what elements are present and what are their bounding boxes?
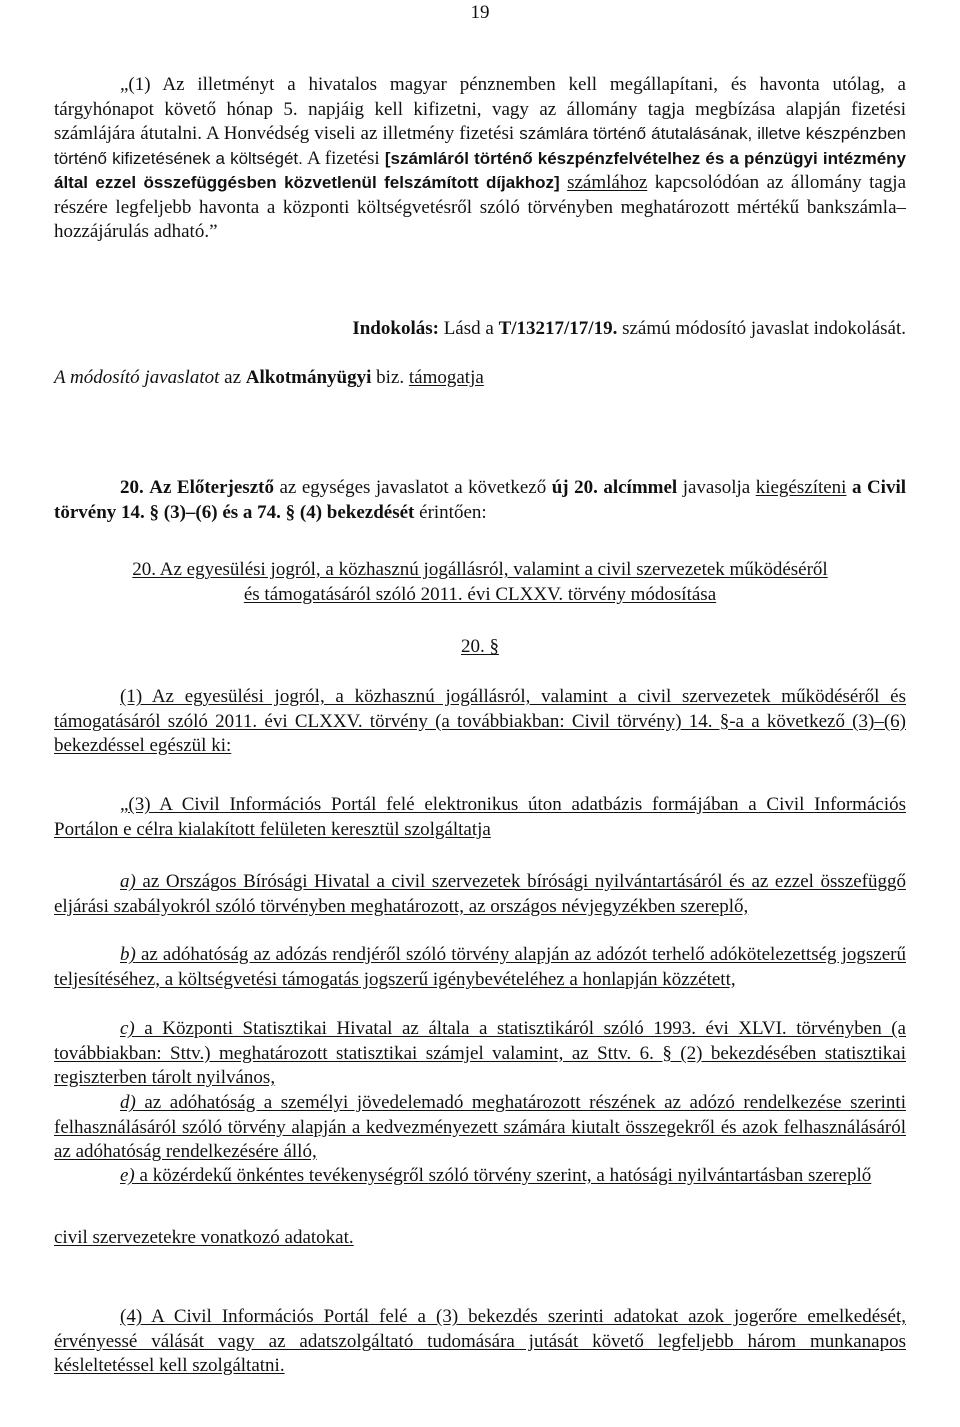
- quote-text-b: számlára történő átutalásának, illetve készpénzben történő kifizetésének a költségét.: [54, 124, 906, 168]
- proposer: Az Előterjesztő: [149, 477, 274, 498]
- indokolas-label: Indokolás:: [352, 318, 439, 339]
- item-20-paragraph: 20. Az Előterjesztő az egységes javaslatot a következő új 20. alcímmel javasolja kiegészíteni a Civil törvény 14. § (3)–(6) és a 74. § (4) bekezdését érintően:: [54, 477, 907, 523]
- indokolas-ref: T/13217/17/19.: [498, 318, 618, 339]
- support-verb: támogatja: [408, 367, 484, 388]
- quote-text-a: „(1) Az illetményt a hivatalos magyar pénznemben kell megállapítani, és havonta utólag, a tárgyhónapot követő hónap 5. napjáig kell kifizetni, vagy az állomány tagja megbízása alapján fizetési számlájára átutalni. A Honvédség viseli az illetmény fizetési: [54, 74, 906, 144]
- point-e: e) a közérdekű önkéntes tevékenységről szóló törvény szerint, a hatósági nyilvántartásban szereplő: [120, 1165, 872, 1186]
- paragraph-4: (4) A Civil Információs Portál felé a (3) bekezdés szerinti adatokat azok jogerőre emelkedését, érvényessé válását vagy az adatszolgáltató tudomására jutását követő legfeljebb három munkanapos késleltetéssel kell szolgáltatni.: [54, 1306, 906, 1376]
- point-c: c) a Központi Statisztikai Hivatal az általa a statisztikáról szóló 1993. évi XLVI. törvényben (a továbbiakban: Sttv.) meghatározott statisztikai számjel valamint, az Sttv. 6. § (2) bekezdésében statisztikai regiszterben tárolt nyilvános,: [54, 1018, 906, 1088]
- heading-line-1: 20. Az egyesülési jogról, a közhasznú jogállásról, valamint a civil szervezetek működéséről: [132, 559, 828, 580]
- indokolas-line: Indokolás: Lásd a T/13217/17/19. számú módosító javaslat indokolását.: [352, 318, 906, 339]
- committee-name: Alkotmányügyi: [245, 367, 372, 388]
- quote-text-f: számlához: [567, 172, 648, 193]
- page-number: 19: [470, 2, 490, 23]
- civil-data-line: civil szervezetekre vonatkozó adatokat.: [54, 1227, 354, 1248]
- point-b: b) az adóhatóság az adózás rendjéről szóló törvény alapján az adózót terhelő adókötelezettség jogszerű teljesítéséhez, a költségvetési támogatás jogszerű igénybevételéhez a honlapján közzétett,: [54, 944, 906, 990]
- support-line: A módosító javaslatot az Alkotmányügyi biz. támogatja: [54, 367, 484, 388]
- item-number: 20.: [120, 477, 144, 498]
- quote-bracket-text: [számláról történő készpénzfelvételhez és a pénzügyi intézmény által ezzel összefüggésben közvetlenül felszámított díjakhoz]: [54, 148, 907, 192]
- support-italic: A módosító javaslatot: [54, 367, 220, 388]
- section-number: 20. §: [461, 636, 499, 657]
- quoted-paragraph-1: [54, 73, 906, 245]
- heading-line-2: és támogatásáról szóló 2011. évi CLXXV. törvény módosítása: [243, 584, 717, 605]
- quote-text-c: A fizetési: [302, 147, 385, 169]
- point-d: d) az adóhatóság a személyi jövedelemadó meghatározott részének az adózó rendelkezése szerinti felhasználásáról szóló törvény alapján a kedvezményezett számára kiutalt összegekről és azok felhasználásáról az adóhatóság rendelkezésére álló,: [54, 1092, 906, 1162]
- paragraph-3: „(3) A Civil Információs Portál felé elektronikus úton adatbázis formájában a Civil Információs Portálon e célra kialakított felületen keresztül szolgáltatja: [54, 794, 906, 840]
- paragraph-1: (1) Az egyesülési jogról, a közhasznú jogállásról, valamint a civil szervezetek működéséről és támogatásáról szóló 2011. évi CLXXV. törvény (a továbbiakban: Civil törvény) 14. §-a a következő (3)–(6) bekezdéssel egészül ki:: [54, 686, 906, 756]
- point-a: a) az Országos Bírósági Hivatal a civil szervezetek bírósági nyilvántartásáról és az ezzel összefüggő eljárási szabályokról szóló törvényben meghatározott, az országos névjegyzékben szereplő,: [54, 871, 906, 917]
- quote-text-g: kapcsolódóan az állomány tagja részére legfeljebb havonta a központi költségvetésről szóló törvényben meghatározott mértékű bankszámla–hozzájárulás adható.”: [54, 172, 906, 242]
